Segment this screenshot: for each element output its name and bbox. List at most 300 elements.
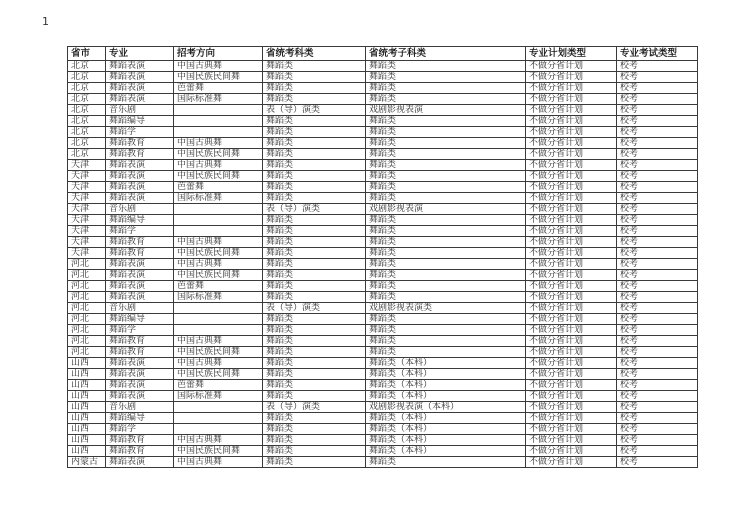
table-row xyxy=(68,369,698,380)
cell-recruit-direction: 中国古典舞 xyxy=(174,358,263,369)
cell-recruit-direction: 中国古典舞 xyxy=(174,237,263,248)
cell-exam-type: 校考 xyxy=(617,182,698,193)
cell-exam-type: 校考 xyxy=(617,281,698,292)
table-row xyxy=(68,336,698,347)
cell-major: 舞蹈表演 xyxy=(106,83,174,94)
cell-province: 山西 xyxy=(68,358,106,369)
cell-recruit-direction xyxy=(174,402,263,413)
cell-plan-type: 不做分省计划 xyxy=(526,127,617,138)
cell-exam-subcategory: 舞蹈类 xyxy=(366,160,526,171)
cell-exam-subcategory: 舞蹈类（本科） xyxy=(366,369,526,380)
cell-recruit-direction: 中国民族民间舞 xyxy=(174,270,263,281)
cell-exam-subcategory: 戏剧影视表演 xyxy=(366,105,526,116)
table-row xyxy=(68,259,698,270)
cell-recruit-direction: 中国民族民间舞 xyxy=(174,369,263,380)
cell-plan-type: 不做分省计划 xyxy=(526,292,617,303)
cell-exam-category: 舞蹈类 xyxy=(263,83,366,94)
cell-exam-category: 舞蹈类 xyxy=(263,248,366,259)
header-provincial-exam-subcategory: 省统考子科类 xyxy=(366,47,526,61)
cell-exam-subcategory: 舞蹈类 xyxy=(366,325,526,336)
cell-plan-type: 不做分省计划 xyxy=(526,446,617,457)
header-major: 专业 xyxy=(106,47,174,61)
cell-exam-category: 舞蹈类 xyxy=(263,149,366,160)
cell-province: 河北 xyxy=(68,281,106,292)
cell-major: 音乐剧 xyxy=(106,105,174,116)
cell-exam-subcategory: 舞蹈类（本科） xyxy=(366,380,526,391)
cell-province: 山西 xyxy=(68,446,106,457)
cell-province: 北京 xyxy=(68,116,106,127)
cell-exam-subcategory: 舞蹈类（本科） xyxy=(366,424,526,435)
header-exam-type: 专业考试类型 xyxy=(617,47,698,61)
cell-major: 舞蹈表演 xyxy=(106,358,174,369)
cell-recruit-direction xyxy=(174,204,263,215)
cell-exam-type: 校考 xyxy=(617,94,698,105)
cell-exam-category: 舞蹈类 xyxy=(263,138,366,149)
cell-exam-category: 舞蹈类 xyxy=(263,237,366,248)
cell-recruit-direction xyxy=(174,424,263,435)
cell-exam-category: 舞蹈类 xyxy=(263,446,366,457)
cell-province: 山西 xyxy=(68,424,106,435)
table-row xyxy=(68,127,698,138)
cell-exam-category: 舞蹈类 xyxy=(263,94,366,105)
cell-exam-category: 舞蹈类 xyxy=(263,424,366,435)
cell-exam-type: 校考 xyxy=(617,248,698,259)
cell-plan-type: 不做分省计划 xyxy=(526,72,617,83)
cell-province: 北京 xyxy=(68,138,106,149)
table-row xyxy=(68,105,698,116)
table-row xyxy=(68,391,698,402)
cell-exam-category: 舞蹈类 xyxy=(263,72,366,83)
cell-plan-type: 不做分省计划 xyxy=(526,435,617,446)
cell-exam-category: 舞蹈类 xyxy=(263,347,366,358)
table-row xyxy=(68,446,698,457)
table-row xyxy=(68,204,698,215)
cell-major: 舞蹈教育 xyxy=(106,248,174,259)
cell-exam-type: 校考 xyxy=(617,160,698,171)
cell-recruit-direction: 国际标准舞 xyxy=(174,193,263,204)
cell-exam-category: 舞蹈类 xyxy=(263,171,366,182)
cell-major: 舞蹈学 xyxy=(106,424,174,435)
cell-exam-subcategory: 舞蹈类 xyxy=(366,226,526,237)
cell-major: 舞蹈表演 xyxy=(106,391,174,402)
cell-province: 天津 xyxy=(68,248,106,259)
cell-major: 舞蹈编导 xyxy=(106,116,174,127)
cell-major: 舞蹈学 xyxy=(106,127,174,138)
cell-exam-subcategory: 舞蹈类 xyxy=(366,457,526,468)
cell-recruit-direction xyxy=(174,303,263,314)
cell-province: 北京 xyxy=(68,105,106,116)
cell-exam-subcategory: 舞蹈类 xyxy=(366,83,526,94)
table-row xyxy=(68,248,698,259)
table-row xyxy=(68,226,698,237)
cell-exam-subcategory: 舞蹈类（本科） xyxy=(366,435,526,446)
header-provincial-exam-category: 省统考科类 xyxy=(263,47,366,61)
cell-major: 舞蹈表演 xyxy=(106,281,174,292)
cell-province: 天津 xyxy=(68,215,106,226)
cell-province: 北京 xyxy=(68,72,106,83)
cell-exam-category: 舞蹈类 xyxy=(263,160,366,171)
cell-exam-category: 表（导）演类 xyxy=(263,204,366,215)
header-row xyxy=(68,47,698,61)
cell-major: 舞蹈学 xyxy=(106,325,174,336)
cell-exam-category: 舞蹈类 xyxy=(263,292,366,303)
cell-exam-type: 校考 xyxy=(617,215,698,226)
cell-province: 北京 xyxy=(68,149,106,160)
cell-major: 舞蹈编导 xyxy=(106,314,174,325)
cell-exam-type: 校考 xyxy=(617,457,698,468)
cell-plan-type: 不做分省计划 xyxy=(526,380,617,391)
cell-plan-type: 不做分省计划 xyxy=(526,314,617,325)
cell-province: 山西 xyxy=(68,413,106,424)
cell-exam-subcategory: 舞蹈类 xyxy=(366,336,526,347)
table-row xyxy=(68,413,698,424)
table-row xyxy=(68,314,698,325)
table-row xyxy=(68,292,698,303)
cell-exam-type: 校考 xyxy=(617,171,698,182)
cell-exam-subcategory: 舞蹈类 xyxy=(366,259,526,270)
cell-plan-type: 不做分省计划 xyxy=(526,457,617,468)
cell-exam-subcategory: 舞蹈类 xyxy=(366,138,526,149)
cell-major: 舞蹈教育 xyxy=(106,435,174,446)
table-row xyxy=(68,435,698,446)
cell-recruit-direction: 中国民族民间舞 xyxy=(174,347,263,358)
cell-recruit-direction: 中国古典舞 xyxy=(174,138,263,149)
cell-exam-type: 校考 xyxy=(617,226,698,237)
cell-exam-category: 舞蹈类 xyxy=(263,127,366,138)
cell-plan-type: 不做分省计划 xyxy=(526,402,617,413)
cell-exam-type: 校考 xyxy=(617,402,698,413)
cell-exam-subcategory: 舞蹈类 xyxy=(366,270,526,281)
cell-plan-type: 不做分省计划 xyxy=(526,248,617,259)
cell-province: 河北 xyxy=(68,270,106,281)
cell-recruit-direction xyxy=(174,105,263,116)
cell-major: 舞蹈表演 xyxy=(106,292,174,303)
cell-province: 河北 xyxy=(68,325,106,336)
cell-plan-type: 不做分省计划 xyxy=(526,83,617,94)
cell-exam-type: 校考 xyxy=(617,380,698,391)
cell-recruit-direction: 中国古典舞 xyxy=(174,259,263,270)
cell-major: 舞蹈表演 xyxy=(106,72,174,83)
cell-exam-type: 校考 xyxy=(617,127,698,138)
cell-recruit-direction: 中国古典舞 xyxy=(174,457,263,468)
cell-recruit-direction: 中国古典舞 xyxy=(174,435,263,446)
cell-major: 音乐剧 xyxy=(106,204,174,215)
cell-exam-category: 舞蹈类 xyxy=(263,281,366,292)
table-row xyxy=(68,138,698,149)
cell-province: 北京 xyxy=(68,83,106,94)
header-province: 省市 xyxy=(68,47,106,61)
cell-plan-type: 不做分省计划 xyxy=(526,391,617,402)
cell-exam-category: 舞蹈类 xyxy=(263,457,366,468)
table-row xyxy=(68,237,698,248)
cell-major: 音乐剧 xyxy=(106,402,174,413)
cell-major: 舞蹈表演 xyxy=(106,270,174,281)
cell-recruit-direction: 国际标准舞 xyxy=(174,391,263,402)
cell-province: 内蒙古 xyxy=(68,457,106,468)
cell-recruit-direction: 中国民族民间舞 xyxy=(174,446,263,457)
cell-plan-type: 不做分省计划 xyxy=(526,325,617,336)
cell-exam-category: 舞蹈类 xyxy=(263,193,366,204)
table-row xyxy=(68,325,698,336)
cell-major: 舞蹈教育 xyxy=(106,237,174,248)
table-row xyxy=(68,424,698,435)
cell-province: 天津 xyxy=(68,160,106,171)
cell-major: 舞蹈教育 xyxy=(106,138,174,149)
cell-province: 山西 xyxy=(68,380,106,391)
cell-province: 河北 xyxy=(68,347,106,358)
cell-plan-type: 不做分省计划 xyxy=(526,204,617,215)
cell-recruit-direction: 中国古典舞 xyxy=(174,160,263,171)
cell-exam-subcategory: 舞蹈类 xyxy=(366,182,526,193)
cell-major: 舞蹈表演 xyxy=(106,380,174,391)
table-row xyxy=(68,281,698,292)
cell-recruit-direction: 中国古典舞 xyxy=(174,61,263,72)
cell-plan-type: 不做分省计划 xyxy=(526,226,617,237)
cell-exam-subcategory: 戏剧影视表演类 xyxy=(366,303,526,314)
table-row xyxy=(68,72,698,83)
cell-exam-category: 舞蹈类 xyxy=(263,380,366,391)
cell-recruit-direction xyxy=(174,314,263,325)
cell-province: 北京 xyxy=(68,94,106,105)
cell-province: 天津 xyxy=(68,226,106,237)
table-row xyxy=(68,303,698,314)
cell-exam-type: 校考 xyxy=(617,413,698,424)
cell-recruit-direction: 中国民族民间舞 xyxy=(174,248,263,259)
cell-major: 舞蹈教育 xyxy=(106,149,174,160)
cell-exam-type: 校考 xyxy=(617,391,698,402)
cell-exam-type: 校考 xyxy=(617,259,698,270)
cell-recruit-direction: 芭蕾舞 xyxy=(174,380,263,391)
cell-exam-subcategory: 舞蹈类 xyxy=(366,127,526,138)
table-row xyxy=(68,270,698,281)
cell-major: 舞蹈表演 xyxy=(106,94,174,105)
cell-exam-subcategory: 舞蹈类 xyxy=(366,72,526,83)
table-row xyxy=(68,94,698,105)
cell-exam-type: 校考 xyxy=(617,336,698,347)
table-row xyxy=(68,116,698,127)
cell-province: 河北 xyxy=(68,336,106,347)
cell-plan-type: 不做分省计划 xyxy=(526,105,617,116)
cell-exam-type: 校考 xyxy=(617,292,698,303)
table-row xyxy=(68,215,698,226)
admissions-exam-table xyxy=(67,46,698,468)
cell-recruit-direction: 国际标准舞 xyxy=(174,94,263,105)
cell-major: 舞蹈表演 xyxy=(106,457,174,468)
cell-plan-type: 不做分省计划 xyxy=(526,336,617,347)
cell-major: 舞蹈表演 xyxy=(106,369,174,380)
cell-exam-category: 舞蹈类 xyxy=(263,435,366,446)
cell-exam-type: 校考 xyxy=(617,116,698,127)
cell-recruit-direction xyxy=(174,215,263,226)
cell-major: 舞蹈表演 xyxy=(106,160,174,171)
cell-recruit-direction xyxy=(174,226,263,237)
page-number: 1 xyxy=(42,15,49,28)
cell-recruit-direction: 国际标准舞 xyxy=(174,292,263,303)
cell-exam-subcategory: 戏剧影视表演（本科） xyxy=(366,402,526,413)
cell-exam-subcategory: 舞蹈类 xyxy=(366,215,526,226)
cell-plan-type: 不做分省计划 xyxy=(526,303,617,314)
cell-exam-subcategory: 舞蹈类 xyxy=(366,193,526,204)
cell-exam-category: 表（导）演类 xyxy=(263,105,366,116)
cell-exam-subcategory: 戏剧影视表演 xyxy=(366,204,526,215)
cell-exam-subcategory: 舞蹈类 xyxy=(366,149,526,160)
cell-province: 北京 xyxy=(68,61,106,72)
cell-exam-type: 校考 xyxy=(617,446,698,457)
cell-exam-type: 校考 xyxy=(617,237,698,248)
cell-exam-subcategory: 舞蹈类 xyxy=(366,248,526,259)
cell-exam-subcategory: 舞蹈类 xyxy=(366,281,526,292)
cell-plan-type: 不做分省计划 xyxy=(526,182,617,193)
cell-exam-type: 校考 xyxy=(617,83,698,94)
cell-recruit-direction xyxy=(174,127,263,138)
cell-recruit-direction xyxy=(174,325,263,336)
cell-exam-type: 校考 xyxy=(617,270,698,281)
cell-exam-category: 舞蹈类 xyxy=(263,358,366,369)
cell-exam-type: 校考 xyxy=(617,204,698,215)
table-row xyxy=(68,358,698,369)
cell-exam-subcategory: 舞蹈类 xyxy=(366,292,526,303)
cell-province: 河北 xyxy=(68,259,106,270)
table-row xyxy=(68,347,698,358)
cell-exam-subcategory: 舞蹈类（本科） xyxy=(366,413,526,424)
cell-plan-type: 不做分省计划 xyxy=(526,193,617,204)
cell-province: 山西 xyxy=(68,369,106,380)
cell-exam-subcategory: 舞蹈类 xyxy=(366,61,526,72)
cell-plan-type: 不做分省计划 xyxy=(526,413,617,424)
cell-exam-subcategory: 舞蹈类 xyxy=(366,314,526,325)
cell-province: 山西 xyxy=(68,391,106,402)
cell-exam-type: 校考 xyxy=(617,193,698,204)
cell-major: 舞蹈编导 xyxy=(106,413,174,424)
cell-exam-type: 校考 xyxy=(617,61,698,72)
cell-major: 舞蹈表演 xyxy=(106,171,174,182)
cell-recruit-direction xyxy=(174,413,263,424)
cell-exam-category: 舞蹈类 xyxy=(263,413,366,424)
cell-recruit-direction: 芭蕾舞 xyxy=(174,281,263,292)
cell-plan-type: 不做分省计划 xyxy=(526,358,617,369)
cell-exam-type: 校考 xyxy=(617,314,698,325)
cell-major: 舞蹈表演 xyxy=(106,193,174,204)
cell-province: 河北 xyxy=(68,292,106,303)
cell-exam-category: 舞蹈类 xyxy=(263,182,366,193)
cell-plan-type: 不做分省计划 xyxy=(526,424,617,435)
cell-plan-type: 不做分省计划 xyxy=(526,149,617,160)
cell-recruit-direction: 中国民族民间舞 xyxy=(174,171,263,182)
cell-major: 舞蹈教育 xyxy=(106,336,174,347)
cell-plan-type: 不做分省计划 xyxy=(526,215,617,226)
cell-province: 天津 xyxy=(68,204,106,215)
cell-province: 山西 xyxy=(68,435,106,446)
cell-exam-category: 舞蹈类 xyxy=(263,325,366,336)
cell-plan-type: 不做分省计划 xyxy=(526,94,617,105)
cell-recruit-direction: 中国古典舞 xyxy=(174,336,263,347)
cell-province: 山西 xyxy=(68,402,106,413)
cell-exam-subcategory: 舞蹈类 xyxy=(366,116,526,127)
table-row xyxy=(68,83,698,94)
cell-major: 舞蹈表演 xyxy=(106,259,174,270)
cell-province: 北京 xyxy=(68,127,106,138)
cell-exam-type: 校考 xyxy=(617,435,698,446)
header-plan-type: 专业计划类型 xyxy=(526,47,617,61)
cell-major: 舞蹈表演 xyxy=(106,182,174,193)
cell-major: 舞蹈编导 xyxy=(106,215,174,226)
cell-exam-category: 舞蹈类 xyxy=(263,314,366,325)
cell-recruit-direction: 中国民族民间舞 xyxy=(174,72,263,83)
cell-province: 天津 xyxy=(68,182,106,193)
cell-exam-type: 校考 xyxy=(617,303,698,314)
cell-exam-subcategory: 舞蹈类 xyxy=(366,171,526,182)
cell-exam-type: 校考 xyxy=(617,105,698,116)
cell-exam-category: 舞蹈类 xyxy=(263,391,366,402)
cell-exam-subcategory: 舞蹈类 xyxy=(366,347,526,358)
table-row xyxy=(68,61,698,72)
cell-exam-type: 校考 xyxy=(617,72,698,83)
cell-exam-category: 表（导）演类 xyxy=(263,402,366,413)
cell-major: 音乐剧 xyxy=(106,303,174,314)
cell-exam-type: 校考 xyxy=(617,325,698,336)
table-row xyxy=(68,380,698,391)
cell-exam-category: 舞蹈类 xyxy=(263,116,366,127)
cell-plan-type: 不做分省计划 xyxy=(526,259,617,270)
cell-exam-subcategory: 舞蹈类（本科） xyxy=(366,358,526,369)
cell-plan-type: 不做分省计划 xyxy=(526,281,617,292)
table-row xyxy=(68,193,698,204)
table-row xyxy=(68,457,698,468)
cell-province: 天津 xyxy=(68,193,106,204)
cell-major: 舞蹈教育 xyxy=(106,347,174,358)
header-recruit-direction: 招考方向 xyxy=(174,47,263,61)
cell-exam-category: 舞蹈类 xyxy=(263,369,366,380)
cell-exam-category: 舞蹈类 xyxy=(263,61,366,72)
cell-exam-category: 舞蹈类 xyxy=(263,259,366,270)
cell-exam-category: 舞蹈类 xyxy=(263,336,366,347)
cell-major: 舞蹈表演 xyxy=(106,61,174,72)
table-row xyxy=(68,402,698,413)
cell-province: 天津 xyxy=(68,171,106,182)
table-row xyxy=(68,160,698,171)
cell-major: 舞蹈学 xyxy=(106,226,174,237)
cell-exam-type: 校考 xyxy=(617,138,698,149)
cell-exam-category: 舞蹈类 xyxy=(263,226,366,237)
cell-plan-type: 不做分省计划 xyxy=(526,116,617,127)
cell-exam-category: 舞蹈类 xyxy=(263,215,366,226)
cell-plan-type: 不做分省计划 xyxy=(526,61,617,72)
cell-exam-subcategory: 舞蹈类 xyxy=(366,237,526,248)
cell-plan-type: 不做分省计划 xyxy=(526,138,617,149)
cell-province: 天津 xyxy=(68,237,106,248)
cell-plan-type: 不做分省计划 xyxy=(526,160,617,171)
cell-plan-type: 不做分省计划 xyxy=(526,347,617,358)
cell-exam-type: 校考 xyxy=(617,358,698,369)
cell-exam-type: 校考 xyxy=(617,369,698,380)
cell-recruit-direction: 芭蕾舞 xyxy=(174,182,263,193)
cell-province: 河北 xyxy=(68,314,106,325)
table-row xyxy=(68,182,698,193)
cell-plan-type: 不做分省计划 xyxy=(526,369,617,380)
cell-plan-type: 不做分省计划 xyxy=(526,171,617,182)
cell-exam-type: 校考 xyxy=(617,424,698,435)
cell-exam-category: 表（导）演类 xyxy=(263,303,366,314)
cell-exam-subcategory: 舞蹈类（本科） xyxy=(366,391,526,402)
cell-recruit-direction xyxy=(174,116,263,127)
cell-exam-category: 舞蹈类 xyxy=(263,270,366,281)
table-row xyxy=(68,149,698,160)
cell-exam-type: 校考 xyxy=(617,149,698,160)
cell-recruit-direction: 芭蕾舞 xyxy=(174,83,263,94)
cell-exam-subcategory: 舞蹈类（本科） xyxy=(366,446,526,457)
cell-recruit-direction: 中国民族民间舞 xyxy=(174,149,263,160)
cell-major: 舞蹈教育 xyxy=(106,446,174,457)
